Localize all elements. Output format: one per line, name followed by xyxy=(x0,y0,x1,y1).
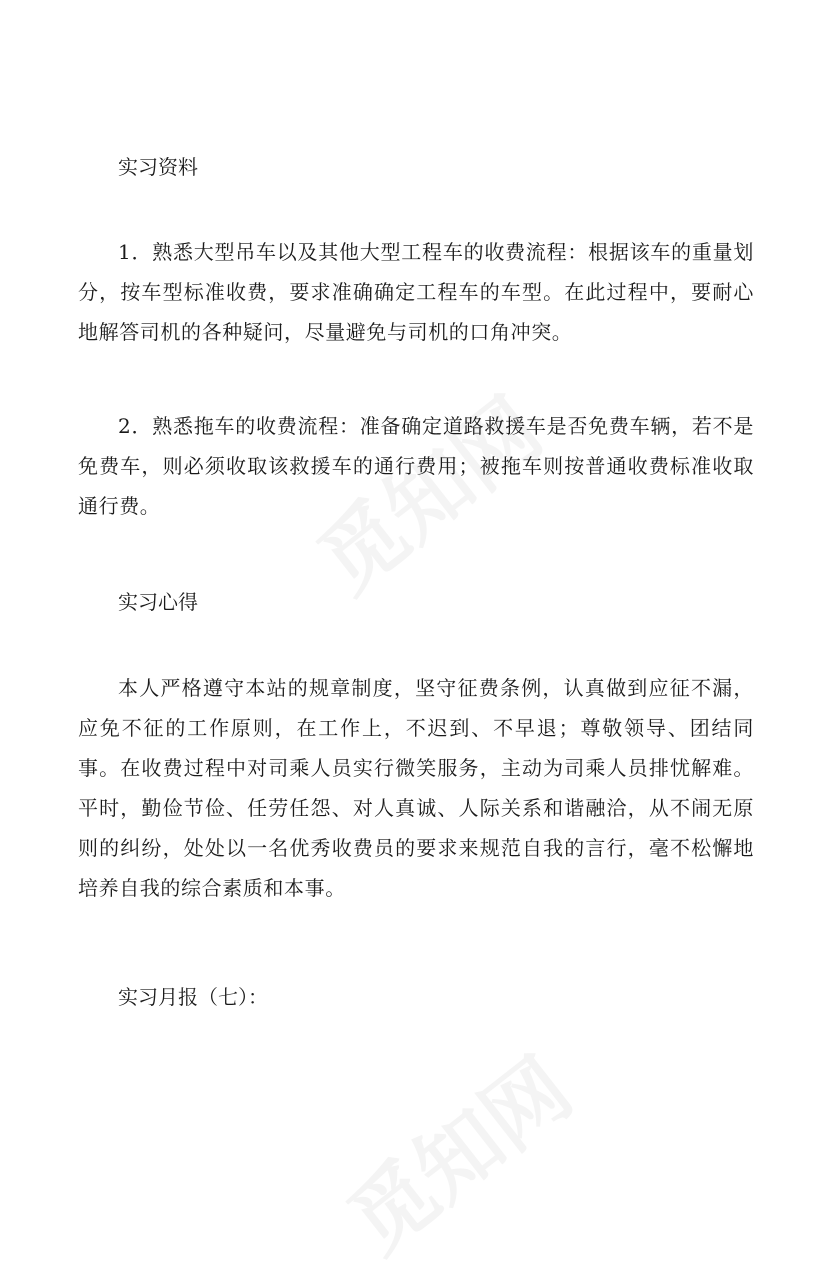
paragraph-experience: 本人严格遵守本站的规章制度，坚守征费条例，认真做到应征不漏，应免不征的工作原则，在工作上，不迟到、不早退；尊敬领导、团结同事。在收费过程中对司乘人员实行微笑服务，主动为司乘人员排忧解难。平时，勤俭节俭、任劳任怨、对人真诚、人际关系和谐融洽，从不闹无原则的纠纷，处处以一名优秀收费员的要求来规范自我的言行，毫不松懈地培养自我的综合素质和本事。 xyxy=(78,676,754,900)
watermark xyxy=(319,1025,592,1276)
section-heading-monthly-report: 实习月报（七）： xyxy=(118,985,268,1009)
paragraph-item-1: 1．熟悉大型吊车以及其他大型工程车的收费流程：根据该车的重量划分，按车型标准收费，要求准确确定工程车的车型。在此过程中，要耐心地解答司机的各种疑问，尽量避免与司机的口角冲突。 xyxy=(78,240,754,344)
section-heading-materials: 实习资料 xyxy=(118,155,198,179)
paragraph-item-2: 2．熟悉拖车的收费流程：准备确定道路救援车是否免费车辆，若不是免费车，则必须收取该救援车的通行费用；被拖车则按普通收费标准收取通行费。 xyxy=(78,414,754,518)
section-heading-experience: 实习心得 xyxy=(118,590,198,614)
